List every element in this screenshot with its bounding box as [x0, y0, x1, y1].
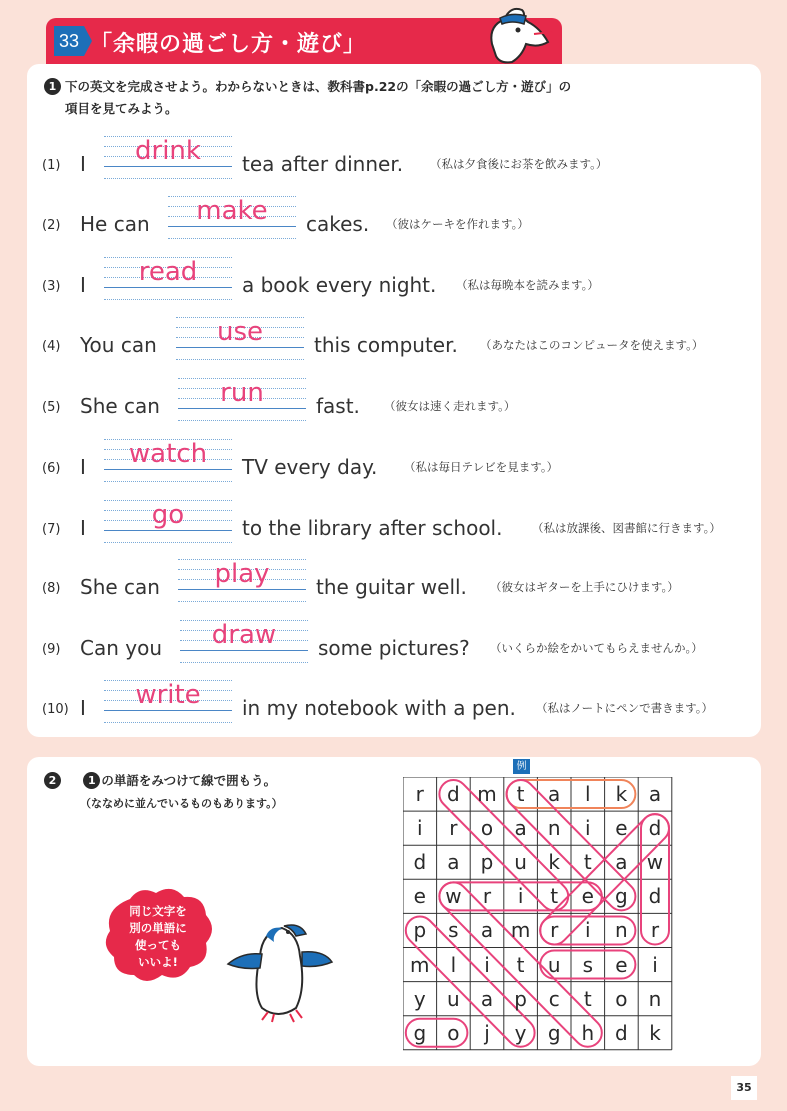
sentence-row: [42, 257, 762, 311]
answer-blank[interactable]: [178, 557, 306, 601]
grid-letter[interactable]: p: [413, 918, 427, 943]
grid-letter[interactable]: i: [417, 816, 423, 841]
grid-letter[interactable]: u: [547, 952, 561, 977]
grid-letter[interactable]: h: [581, 1020, 595, 1045]
grid-letter[interactable]: r: [449, 816, 458, 841]
japanese-translation: （私はノートにペンで書きます。）: [536, 701, 713, 715]
grid-letter[interactable]: a: [480, 986, 494, 1011]
sentence-row: [42, 317, 762, 371]
answer-text: write: [135, 680, 201, 710]
section1-instruction-line1: 下の英文を完成させよう。わからないときは、教科書p.22の「余暇の過ごし方・遊び」の: [65, 79, 572, 94]
grid-letter[interactable]: p: [480, 850, 494, 875]
grid-letter[interactable]: t: [516, 952, 525, 977]
japanese-translation: （私は夕食後にお茶を飲みます。）: [430, 157, 608, 171]
page-number: 35: [731, 1076, 757, 1100]
item-number: (5): [42, 400, 61, 415]
section2-ref-number: 1: [83, 772, 100, 789]
grid-letter[interactable]: i: [585, 918, 591, 943]
grid-letter[interactable]: i: [652, 952, 658, 977]
grid-letter[interactable]: p: [514, 986, 527, 1011]
grid-letter[interactable]: a: [615, 850, 628, 875]
item-number: (6): [42, 461, 61, 476]
grid-letter[interactable]: o: [480, 816, 494, 841]
grid-letter[interactable]: e: [413, 884, 426, 909]
japanese-translation: （私は放課後、図書館に行きます。）: [532, 521, 721, 535]
grid-letter[interactable]: d: [648, 884, 662, 909]
grid-letter[interactable]: a: [648, 782, 662, 806]
grid-letter[interactable]: s: [582, 952, 593, 977]
japanese-translation: （私は毎日テレビを見ます。）: [404, 460, 559, 474]
japanese-translation: （彼女はギターを上手にひけます。）: [490, 580, 679, 594]
grid-letter[interactable]: i: [517, 884, 524, 909]
grid-letter[interactable]: e: [615, 952, 628, 977]
grid-letter[interactable]: y: [413, 986, 426, 1011]
section2-number: 2: [44, 772, 61, 789]
sentence-after: some pictures?: [318, 636, 470, 660]
japanese-translation: （私は毎晩本を読みます。）: [456, 278, 599, 292]
penguin-illustration: [222, 912, 334, 1032]
sentence-before: You can: [80, 333, 157, 357]
bubble-line-3: 使っても: [135, 938, 181, 952]
grid-letter[interactable]: m: [510, 918, 531, 943]
sentence-row: [42, 500, 762, 554]
grid-letter[interactable]: c: [548, 986, 560, 1011]
grid-letter[interactable]: g: [615, 884, 628, 909]
section1-instruction: [44, 76, 744, 120]
sentence-row: [42, 620, 762, 674]
grid-letter[interactable]: t: [550, 884, 559, 909]
grid-letter[interactable]: d: [447, 782, 460, 806]
grid-letter[interactable]: w: [445, 884, 462, 909]
answer-blank[interactable]: [176, 315, 304, 359]
answer-blank[interactable]: [178, 376, 306, 420]
bubble-line-1: 同じ文字を: [129, 904, 187, 918]
grid-letter[interactable]: y: [514, 1020, 527, 1045]
section2-instruction: [44, 770, 384, 792]
grid-letter[interactable]: l: [585, 782, 591, 806]
section1-number: 1: [44, 78, 61, 95]
grid-letter[interactable]: t: [583, 850, 592, 875]
example-label: 例: [513, 759, 530, 774]
grid-letter[interactable]: d: [648, 816, 662, 841]
grid-letter[interactable]: a: [480, 918, 494, 943]
answer-blank[interactable]: [104, 498, 232, 542]
section2-instruction-text: の単語をみつけて線で囲もう。: [101, 773, 277, 788]
answer-blank[interactable]: [168, 194, 296, 238]
grid-letter[interactable]: w: [646, 850, 664, 875]
page-title: 「余暇の過ごし方・遊び」: [90, 32, 367, 57]
grid-letter[interactable]: o: [447, 1020, 460, 1045]
sentence-after: cakes.: [306, 212, 370, 236]
grid-letter[interactable]: o: [615, 986, 628, 1011]
grid-letter[interactable]: r: [550, 918, 559, 943]
answer-blank[interactable]: [180, 618, 308, 662]
answer-text: run: [220, 378, 264, 408]
item-number: (1): [42, 158, 61, 173]
sentence-after: TV every day.: [242, 455, 378, 479]
grid-letter[interactable]: j: [484, 1020, 490, 1045]
answer-text: use: [216, 317, 264, 347]
item-number: (2): [42, 218, 61, 233]
grid-letter[interactable]: i: [585, 816, 591, 841]
grid-letter[interactable]: a: [447, 850, 460, 875]
grid-letter[interactable]: r: [415, 782, 424, 806]
answer-text: play: [214, 559, 270, 589]
grid-letter[interactable]: n: [547, 816, 561, 841]
grid-letter[interactable]: e: [581, 884, 594, 909]
sentence-after: to the library after school.: [242, 516, 503, 540]
grid-letter[interactable]: g: [547, 1020, 561, 1045]
grid-letter[interactable]: d: [615, 1020, 628, 1045]
grid-letter[interactable]: a: [548, 782, 561, 806]
grid-letter[interactable]: a: [514, 816, 527, 841]
sentence-after: fast.: [316, 394, 360, 418]
answer-blank[interactable]: [104, 437, 232, 481]
sentence-before: I: [80, 696, 86, 720]
answer-text: draw: [211, 620, 277, 650]
sentence-row: [42, 559, 762, 613]
sentence-after: the guitar well.: [316, 575, 467, 599]
sentence-row: [42, 439, 762, 493]
grid-letter[interactable]: k: [548, 850, 560, 875]
grid-letter[interactable]: m: [477, 782, 497, 806]
grid-letter[interactable]: u: [514, 850, 527, 875]
bubble-line-2: 別の単語に: [129, 921, 187, 935]
japanese-translation: （あなたはこのコンピュータを使えます。）: [480, 338, 704, 352]
item-number: (9): [42, 642, 61, 657]
item-number: (10): [42, 702, 69, 717]
sentence-after: tea after dinner.: [242, 152, 404, 176]
grid-letter[interactable]: k: [649, 1020, 661, 1045]
grid-letter[interactable]: t: [583, 986, 592, 1011]
section2-note: （ななめに並んでいるものもあります。）: [80, 797, 283, 810]
grid-letter[interactable]: e: [615, 816, 628, 841]
grid-letter[interactable]: k: [615, 782, 628, 806]
answer-blank[interactable]: [104, 678, 232, 722]
sentence-before: I: [80, 455, 86, 479]
sentence-before: Can you: [80, 636, 163, 660]
grid-letter[interactable]: t: [516, 782, 525, 806]
sentence-row: [42, 136, 762, 190]
section1-instruction-line2: 項目を見てみよう。: [65, 101, 178, 116]
grid-letter[interactable]: u: [447, 986, 460, 1011]
answer-text: make: [196, 196, 268, 226]
sentence-before: She can: [80, 394, 160, 418]
bubble-line-4: いいよ!: [138, 955, 178, 969]
answer-blank[interactable]: [104, 255, 232, 299]
answer-text: watch: [128, 439, 208, 469]
grid-letter[interactable]: l: [450, 952, 457, 977]
item-number: (7): [42, 522, 61, 537]
sentence-after: a book every night.: [242, 273, 437, 297]
sentence-after: this computer.: [314, 333, 458, 357]
grid-letter[interactable]: s: [448, 918, 459, 943]
grid-letter[interactable]: g: [413, 1020, 427, 1045]
item-number: (3): [42, 279, 61, 294]
answer-text: read: [138, 257, 198, 287]
sentence-after: in my notebook with a pen.: [242, 696, 516, 720]
sentence-before: I: [80, 516, 86, 540]
sentence-before: He can: [80, 212, 150, 236]
grid-letter[interactable]: n: [648, 986, 662, 1011]
speech-bubble-text: [118, 903, 198, 971]
sentence-before: I: [80, 152, 86, 176]
answer-text: drink: [135, 136, 201, 166]
item-number: (4): [42, 339, 61, 354]
grid-letter[interactable]: n: [615, 918, 628, 943]
answer-text: go: [151, 500, 185, 530]
sentence-before: She can: [80, 575, 160, 599]
sentence-row: [42, 196, 762, 250]
japanese-translation: （彼はケーキを作れます。）: [386, 217, 529, 231]
grid-letter[interactable]: m: [410, 952, 430, 977]
japanese-translation: （いくらか絵をかいてもらえませんか。）: [490, 641, 703, 655]
lesson-number: 33: [54, 26, 84, 56]
grid-letter[interactable]: d: [413, 850, 427, 875]
grid-letter[interactable]: r: [482, 884, 492, 909]
sentence-row: [42, 378, 762, 432]
sentence-row: [42, 680, 762, 734]
sentence-before: I: [80, 273, 86, 297]
item-number: (8): [42, 581, 61, 596]
answer-blank[interactable]: [104, 134, 232, 178]
japanese-translation: （彼女は速く走れます。）: [384, 399, 516, 413]
grid-letter[interactable]: i: [484, 952, 490, 977]
grid-letter[interactable]: r: [650, 918, 660, 943]
